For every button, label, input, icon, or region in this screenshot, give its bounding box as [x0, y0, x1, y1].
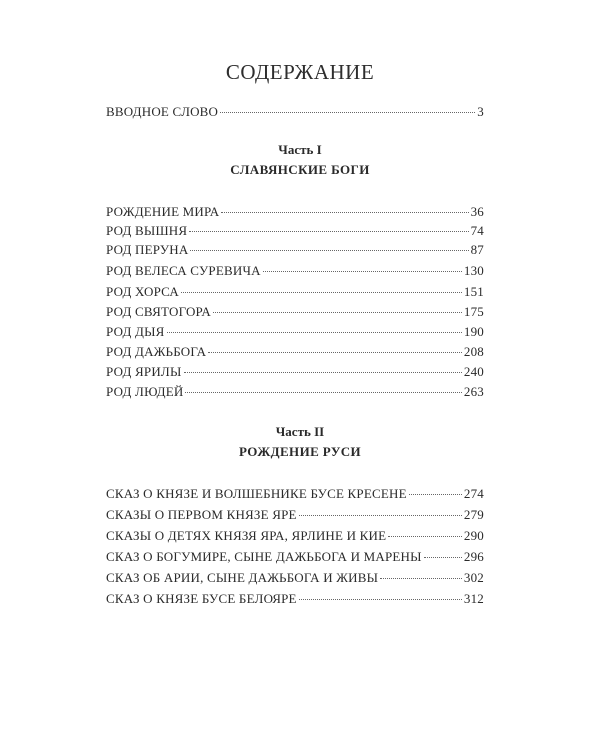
part-2-heading [0, 424, 600, 460]
dot-leader [208, 352, 462, 353]
toc-entry-label: РОД ДАЖЬБОГА [106, 344, 207, 359]
toc-entry[interactable] [106, 223, 484, 239]
toc-entry-label: ВВОДНОЕ СЛОВО [106, 104, 219, 119]
toc-entry-label: СКАЗЫ О ПЕРВОМ КНЯЗЕ ЯРЕ [106, 507, 297, 522]
toc-entry[interactable] [106, 486, 484, 502]
toc-entry-page: 240 [463, 364, 484, 379]
toc-entry-page: 290 [463, 528, 484, 543]
toc-entry-page: 175 [463, 304, 484, 319]
dot-leader [184, 372, 462, 373]
dot-leader [185, 392, 461, 393]
toc-entry-page: 279 [463, 507, 484, 522]
toc-entry[interactable] [106, 591, 484, 607]
toc-entry-label: СКАЗЫ О ДЕТЯХ КНЯЗЯ ЯРА, ЯРЛИНЕ И КИЕ [106, 528, 387, 543]
toc-entry[interactable] [106, 304, 484, 320]
toc-entry-page: 130 [463, 263, 484, 278]
part-2-number: Часть II [275, 424, 325, 439]
toc-entry-label: РОД ЛЮДЕЙ [106, 384, 184, 399]
toc-entry-label: РОД ВЕЛЕСА СУРЕВИЧА [106, 263, 261, 278]
part-1-number: Часть I [278, 142, 322, 157]
dot-leader [380, 578, 462, 579]
dot-leader [221, 212, 468, 213]
toc-entry-label: РОД ЯРИЛЫ [106, 364, 182, 379]
toc-entry-page: 3 [477, 104, 484, 119]
toc-entry-page: 74 [470, 223, 484, 238]
dot-leader [167, 332, 462, 333]
part-1-title: СЛАВЯНСКИЕ БОГИ [230, 162, 370, 177]
toc-entry[interactable] [106, 263, 484, 279]
toc-entry-page: 36 [470, 204, 484, 219]
toc-entry[interactable] [106, 364, 484, 380]
toc-entry-label: РОД ПЕРУНА [106, 242, 189, 257]
dot-leader [189, 231, 468, 232]
part-2-title: РОЖДЕНИЕ РУСИ [238, 444, 362, 459]
toc-entry-page: 263 [463, 384, 484, 399]
toc-entry-label: СКАЗ ОБ АРИИ, СЫНЕ ДАЖЬБОГА И ЖИВЫ [106, 570, 379, 585]
dot-leader [424, 557, 462, 558]
toc-entry-intro[interactable] [106, 104, 484, 120]
toc-entry[interactable] [106, 344, 484, 360]
toc-entry[interactable] [106, 324, 484, 340]
toc-entry-label: РОД ХОРСА [106, 284, 179, 299]
toc-entry-page: 274 [463, 486, 484, 501]
toc-entry-page: 190 [463, 324, 484, 339]
dot-leader [190, 250, 468, 251]
dot-leader [181, 292, 462, 293]
toc-entry[interactable] [106, 384, 484, 400]
dot-leader [409, 494, 462, 495]
toc-entry-page: 208 [463, 344, 484, 359]
toc-entry-label: РОД СВЯТОГОРА [106, 304, 211, 319]
toc-entry-page: 312 [463, 591, 484, 606]
toc-entry-label: СКАЗ О БОГУМИРЕ, СЫНЕ ДАЖЬБОГА И МАРЕНЫ [106, 549, 422, 564]
dot-leader [213, 312, 462, 313]
toc-entry[interactable] [106, 507, 484, 523]
toc-entry-label: РОЖДЕНИЕ МИРА [106, 204, 220, 219]
dot-leader [263, 271, 462, 272]
toc-entry-label: СКАЗ О КНЯЗЕ БУСЕ БЕЛОЯРЕ [106, 591, 297, 606]
dot-leader [388, 536, 462, 537]
toc-entry[interactable] [106, 284, 484, 300]
toc-entry[interactable] [106, 549, 484, 565]
dot-leader [299, 515, 462, 516]
toc-entry[interactable] [106, 204, 484, 220]
part-1-heading [0, 142, 600, 178]
toc-entry-page: 151 [463, 284, 484, 299]
toc-entry[interactable] [106, 242, 484, 258]
toc-entry[interactable] [106, 570, 484, 586]
toc-entry-label: РОД ДЫЯ [106, 324, 165, 339]
page-title: СОДЕРЖАНИЕ [225, 60, 375, 84]
toc-entry-page: 302 [463, 570, 484, 585]
dot-leader [299, 599, 462, 600]
toc-entry-page: 87 [470, 242, 484, 257]
dot-leader [220, 112, 475, 113]
toc-entry-page: 296 [463, 549, 484, 564]
toc-entry[interactable] [106, 528, 484, 544]
toc-entry-label: РОД ВЫШНЯ [106, 223, 188, 238]
toc-entry-label: СКАЗ О КНЯЗЕ И ВОЛШЕБНИКЕ БУСЕ КРЕСЕНЕ [106, 486, 407, 501]
